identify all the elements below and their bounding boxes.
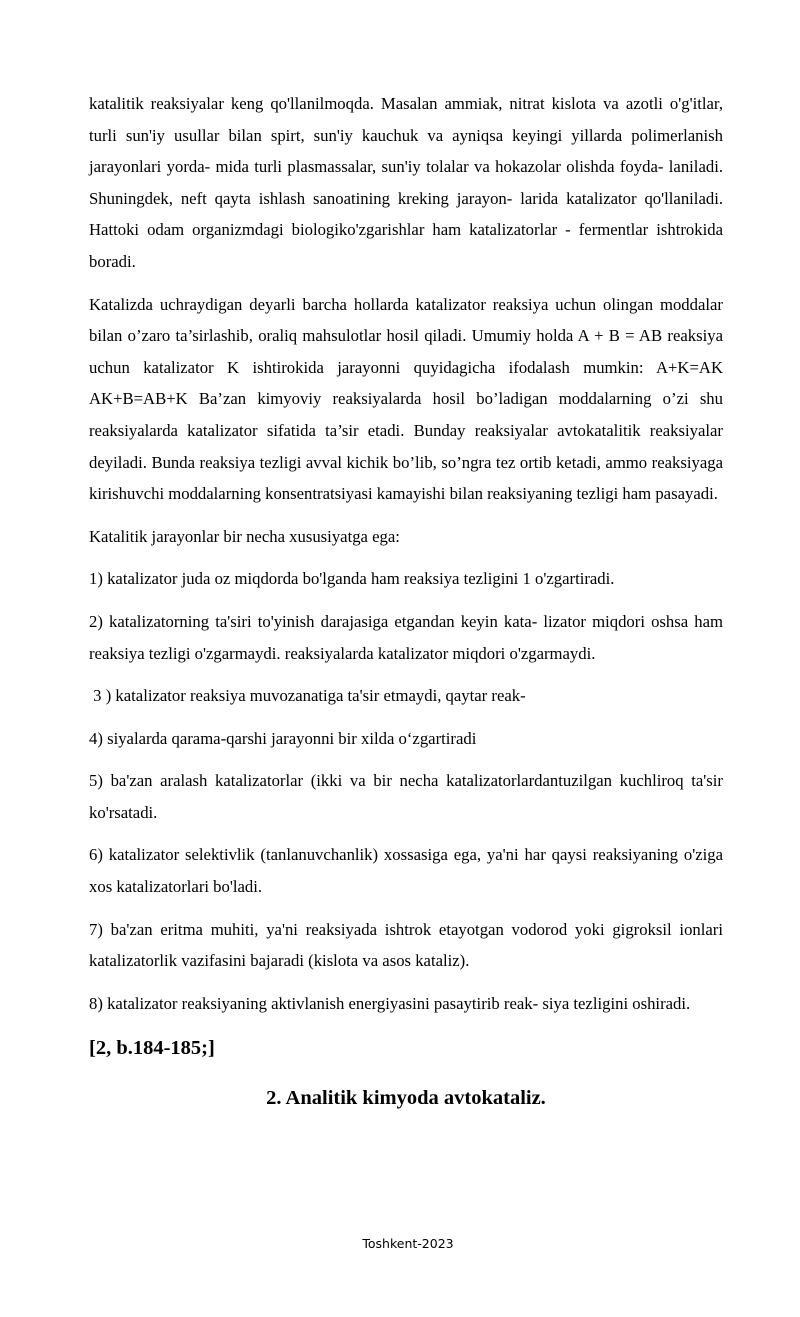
- list-item-2: 2) katalizatorning ta'siri to'yinish darajasiga etgandan keyin kata- lizator miqdori oshsa ham reaksiya tezligi o'zgarmaydi. reaksiyalarda katalizator miqdori o'zgarmaydi.: [89, 611, 723, 663]
- section-heading: 2. Analitik kimyoda avtokataliz.: [266, 1087, 546, 1110]
- list-item-6: 6) katalizator selektivlik (tanlanuvchanlik) xossasiga ega, ya'ni har qaysi reaksiyaning o'ziga xos katalizatorlari bo'ladi.: [89, 845, 723, 897]
- list-item-5: 5) ba'zan aralash katalizatorlar (ikki va bir necha katalizatorlardantuzilgan kuchliroq ta'sir ko'rsatadi.: [89, 771, 723, 822]
- paragraph-catalysis-mechanism: Katalizda uchraydigan deyarli barcha hollarda katalizator reaksiya uchun olingan moddalar bilan o’zaro ta’sirlashib, oraliq mahsulotlar hosil qiladi. Umumiy holda A + B = AB reaksiya uchun katalizator K ishtirokida jarayonni quyidagicha ifodalash mumkin: A+K=AK AK+B=AB+K Ba’zan kimyoviy reaksiyalarda hosil bo’ladigan moddalarning o’zi shu reaksiyalarda katalizator sifatida ta’sir etadi. Bunday reaksiyalar avtokatalitik reaksiyalar deyiladi. Bunda reaksiya tezligi avval kichik bo’lib, so’ngra tez ortib ketadi, ammo reaksiyaga kirishuvchi moddalarning konsentratsiyasi kamayishi bilan reaksiyaning tezligi ham pasayadi.: [89, 294, 723, 504]
- list-item-3: 3 ) katalizator reaksiya muvozanatiga ta'sir etmaydi, qaytar reak-: [89, 686, 526, 706]
- list-item-1: 1) katalizator juda oz miqdorda bo'lganda ham reaksiya tezligini 1 o'zgartiradi.: [89, 569, 615, 589]
- page-footer: Toshkent-2023: [362, 1236, 454, 1251]
- list-item-8: 8) katalizator reaksiyaning aktivlanish energiyasini pasaytirib reak- siya tezligini oshiradi.: [89, 993, 691, 1013]
- list-item-4: 4) siyalarda qarama-qarshi jarayonni bir xilda o‘zgartiradi: [89, 728, 477, 748]
- paragraph-properties-intro: Katalitik jarayonlar bir necha xususiyatga ega:: [89, 526, 400, 546]
- document-page: [89, 88, 723, 1116]
- list-item-7: 7) ba'zan eritma muhiti, ya'ni reaksiyada ishtrok etayotgan vodorod yoki gigroksil ionlari katalizatorlik vazifasini bajaradi (kislota va asos kataliz).: [89, 919, 723, 971]
- reference-citation: [2, b.184-185;]: [89, 1037, 215, 1060]
- paragraph-catalytic-uses: katalitik reaksiyalar keng qo'llanilmoqda. Masalan ammiak, nitrat kislota va azotli o'g'itlar, turli sun'iy usullar bilan spirt, sun'iy kauchuk va ayniqsa keyingi yillarda polimerlanish jarayonlari yorda- mida turli plasmassalar, sun'iy tolalar va hokazolar olishda foyda- laniladi. Shuningdek, neft qayta ishlash sanoatining kreking jarayon- larida katalizator qo'llaniladi. Hattoki odam organizmdagi biologiko'zgarishlar ham katalizatorlar - fermentlar ishtrokida boradi.: [89, 94, 723, 271]
